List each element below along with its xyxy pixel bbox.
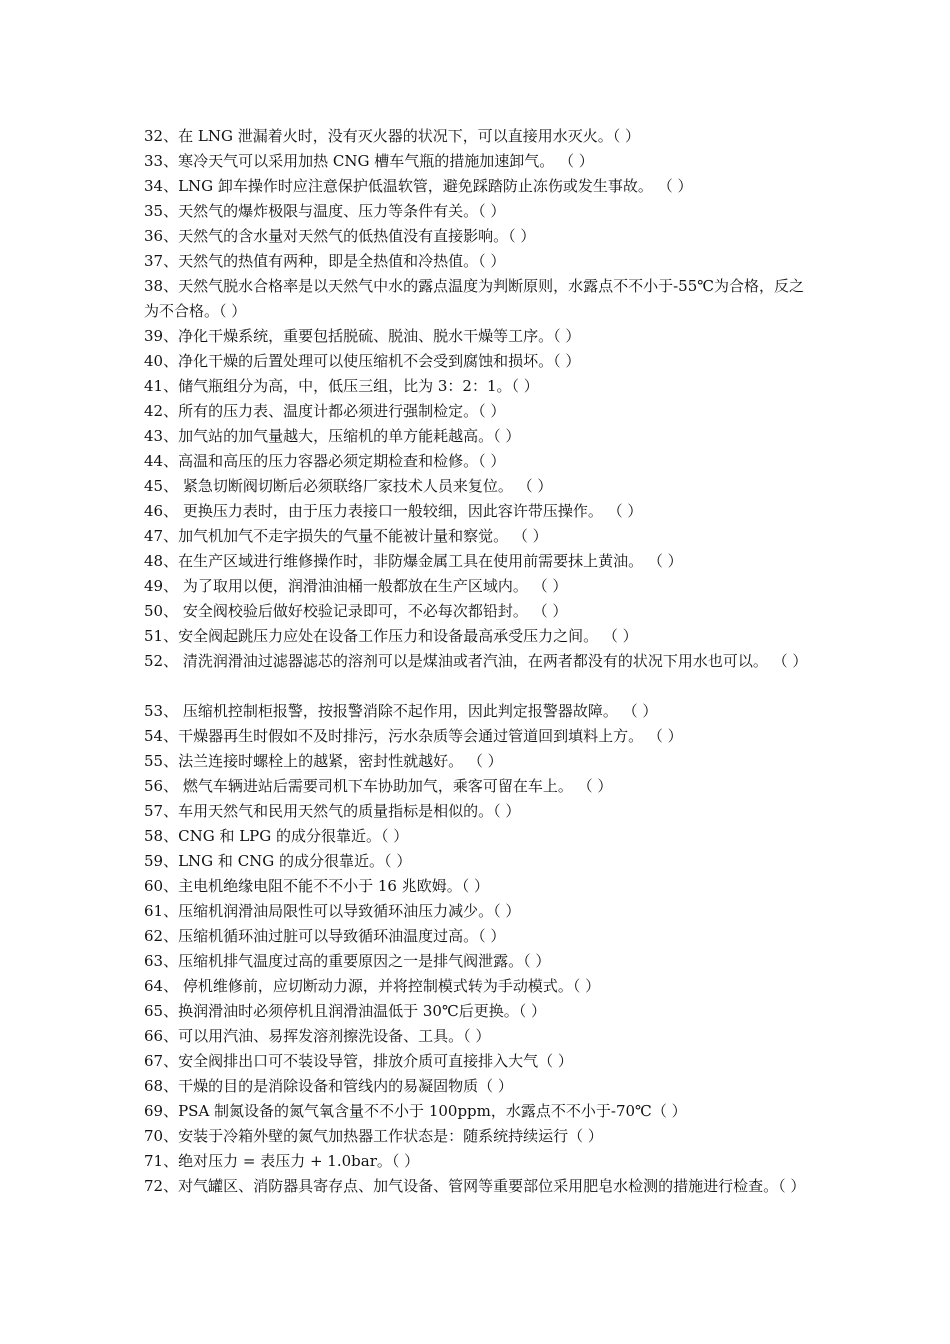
question-54: 54、干燥器再生时假如不及时排污，污水杂质等会通过管道回到填料上方。 （ ） [144, 727, 683, 745]
question-47: 47、加气机加气不走字损失的气量不能被计量和察觉。 （ ） [144, 527, 548, 545]
question-63: 63、压缩机排气温度过高的重要原因之一是排气阀泄露。（ ） [144, 952, 551, 970]
question-52: 52、 清洗润滑油过滤器滤芯的溶剂可以是煤油或者汽油，在两者都没有的状况下用水也可以。 （ ） [144, 652, 808, 670]
question-35: 35、天然气的爆炸极限与温度、压力等条件有关。（ ） [144, 202, 506, 220]
question-48: 48、在生产区域进行维修操作时，非防爆金属工具在使用前需要抹上黄油。 （ ） [144, 552, 683, 570]
question-37: 37、天然气的热值有两种，即是全热值和冷热值。（ ） [144, 252, 506, 270]
question-57: 57、车用天然气和民用天然气的质量指标是相似的。（ ） [144, 802, 521, 820]
question-39: 39、净化干燥系统，重要包括脱硫、脱油、脱水干燥等工序。（ ） [144, 327, 581, 345]
question-60: 60、主电机绝缘电阻不能不不小于 16 兆欧姆。（ ） [144, 877, 489, 895]
question-49: 49、 为了取用以便，润滑油油桶一般都放在生产区域内。 （ ） [144, 577, 568, 595]
question-32: 32、在 LNG 泄漏着火时，没有灭火器的状况下，可以直接用水灭火。（ ） [144, 127, 640, 145]
question-59: 59、LNG 和 CNG 的成分很靠近。（ ） [144, 852, 412, 870]
question-42: 42、所有的压力表、温度计都必须进行强制检定。（ ） [144, 402, 506, 420]
question-list [144, 124, 810, 1224]
question-45: 45、 紧急切断阀切断后必须联络厂家技术人员来复位。 （ ） [144, 477, 553, 495]
question-72: 72、对气罐区、消防器具寄存点、加气设备、管网等重要部位采用肥皂水检测的措施进行检查。（ ） [144, 1177, 806, 1195]
question-34: 34、LNG 卸车操作时应注意保护低温软管，避免踩踏防止冻伤或发生事故。 （ ） [144, 177, 693, 195]
question-46: 46、 更换压力表时，由于压力表接口一般较细，因此容许带压操作。 （ ） [144, 502, 643, 520]
question-40: 40、净化干燥的后置处理可以使压缩机不会受到腐蚀和损坏。（ ） [144, 352, 581, 370]
question-53: 53、 压缩机控制柜报警，按报警消除不起作用，因此判定报警器故障。 （ ） [144, 702, 658, 720]
question-71: 71、绝对压力 = 表压力 + 1.0bar。（ ） [144, 1152, 420, 1170]
question-67: 67、安全阀排出口可不装设导管，排放介质可直接排入大气（ ） [144, 1052, 573, 1070]
question-33: 33、寒冷天气可以采用加热 CNG 槽车气瓶的措施加速卸气。 （ ） [144, 152, 594, 170]
question-38: 38、天然气脱水合格率是以天然气中水的露点温度为判断原则，水露点不不小于-55℃为合格，反之为不合格。（ ） [144, 277, 805, 320]
question-68: 68、干燥的目的是消除设备和管线内的易凝固物质（ ） [144, 1077, 513, 1095]
question-55: 55、法兰连接时螺栓上的越紧，密封性就越好。 （ ） [144, 752, 503, 770]
question-69: 69、PSA 制氮设备的氮气氧含量不不小于 100ppm，水露点不不小于-70℃（ ） [144, 1102, 687, 1120]
question-65: 65、换润滑油时必须停机且润滑油温低于 30℃后更换。（ ） [144, 1002, 546, 1020]
question-61: 61、压缩机润滑油局限性可以导致循环油压力减少。（ ） [144, 902, 521, 920]
question-56: 56、 燃气车辆进站后需要司机下车协助加气，乘客可留在车上。 （ ） [144, 777, 613, 795]
question-62: 62、压缩机循环油过脏可以导致循环油温度过高。（ ） [144, 927, 506, 945]
question-41: 41、储气瓶组分为高，中，低压三组，比为 3：2：1。（ ） [144, 377, 539, 395]
question-58: 58、CNG 和 LPG 的成分很靠近。（ ） [144, 827, 409, 845]
question-66: 66、可以用汽油、易挥发溶剂擦洗设备、工具。（ ） [144, 1027, 491, 1045]
question-44: 44、高温和高压的压力容器必须定期检查和检修。（ ） [144, 452, 506, 470]
question-43: 43、加气站的加气量越大，压缩机的单方能耗越高。（ ） [144, 427, 521, 445]
question-50: 50、 安全阀校验后做好校验记录即可，不必每次都铅封。 （ ） [144, 602, 568, 620]
question-51: 51、安全阀起跳压力应处在设备工作压力和设备最高承受压力之间。 （ ） [144, 627, 638, 645]
question-70: 70、安装于冷箱外壁的氮气加热器工作状态是：随系统持续运行（ ） [144, 1127, 603, 1145]
question-36: 36、天然气的含水量对天然气的低热值没有直接影响。（ ） [144, 227, 536, 245]
question-64: 64、 停机维修前，应切断动力源，并将控制模式转为手动模式。（ ） [144, 977, 601, 995]
